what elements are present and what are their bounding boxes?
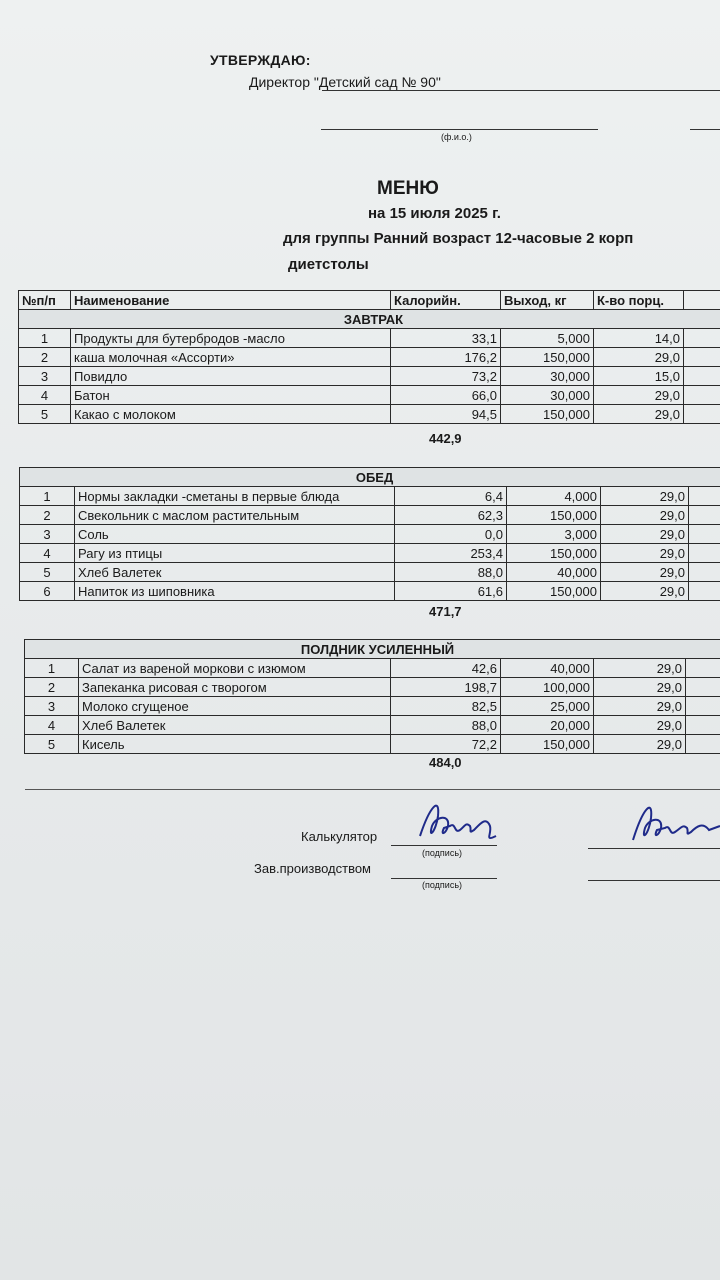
- yield: 3,000: [507, 525, 601, 544]
- menu-diet: диетстолы: [288, 256, 369, 273]
- dish-name: Хлеб Валетек: [79, 716, 391, 735]
- divider: [25, 789, 720, 790]
- dish-name: Запеканка рисовая с творогом: [79, 678, 391, 697]
- calories: 82,5: [391, 697, 501, 716]
- dish-name: Какао с молоком: [71, 405, 391, 424]
- row-number: 5: [19, 405, 71, 424]
- table-header-row: [19, 291, 720, 310]
- director-line-text: Директор "Детский сад № 90": [249, 74, 441, 90]
- table-row: [25, 716, 720, 735]
- yield: 30,000: [501, 367, 594, 386]
- yield: 150,000: [501, 348, 594, 367]
- lunch-table: [19, 467, 720, 601]
- dish-name: Повидло: [71, 367, 391, 386]
- fio-underline: [321, 129, 598, 130]
- yield: 40,000: [501, 659, 594, 678]
- portions: 29,0: [594, 405, 684, 424]
- row-number: 3: [20, 525, 75, 544]
- row-number: 5: [25, 735, 79, 754]
- handwritten-signature: [410, 796, 510, 848]
- row-number: 6: [20, 582, 75, 601]
- extra-cell: [684, 405, 720, 424]
- col-header: Выход, кг: [501, 291, 594, 310]
- portions: 29,0: [601, 487, 689, 506]
- row-number: 2: [19, 348, 71, 367]
- signature-caption: (подпись): [422, 848, 463, 858]
- dish-name: Кисель: [79, 735, 391, 754]
- calories: 62,3: [395, 506, 507, 525]
- table-row: [25, 735, 720, 754]
- extra-cell: [689, 563, 720, 582]
- calories: 72,2: [391, 735, 501, 754]
- calories: 33,1: [391, 329, 501, 348]
- menu-group: для группы Ранний возраст 12-часовые 2 корп: [283, 230, 634, 247]
- yield: 4,000: [507, 487, 601, 506]
- portions: 29,0: [594, 348, 684, 367]
- calories: 42,6: [391, 659, 501, 678]
- signature-line: [391, 878, 497, 879]
- portions: 15,0: [594, 367, 684, 386]
- dish-name: Хлеб Валетек: [75, 563, 395, 582]
- calories: 0,0: [395, 525, 507, 544]
- signature-line-right: [588, 848, 720, 849]
- extra-cell: [686, 678, 720, 697]
- row-number: 3: [19, 367, 71, 386]
- calories: 61,6: [395, 582, 507, 601]
- extra-cell: [689, 487, 720, 506]
- row-number: 4: [19, 386, 71, 405]
- portions: 29,0: [601, 506, 689, 525]
- lunch-total: 471,7: [429, 604, 462, 619]
- table-row: [20, 506, 720, 525]
- table-row: [19, 386, 720, 405]
- calories: 6,4: [395, 487, 507, 506]
- col-header: Калорийн.: [391, 291, 501, 310]
- table-row: [19, 367, 720, 386]
- extra-cell: [686, 697, 720, 716]
- yield: 150,000: [501, 405, 594, 424]
- breakfast-table: [18, 290, 720, 424]
- calories: 88,0: [395, 563, 507, 582]
- row-number: 4: [20, 544, 75, 563]
- col-header: К-во порц.: [594, 291, 684, 310]
- extra-cell: [686, 735, 720, 754]
- extra-cell: [684, 386, 720, 405]
- extra-cell: [684, 329, 720, 348]
- row-number: 1: [25, 659, 79, 678]
- dish-name: Напиток из шиповника: [75, 582, 395, 601]
- extra-cell: [689, 544, 720, 563]
- table-row: [20, 525, 720, 544]
- calories: 66,0: [391, 386, 501, 405]
- section-title: ПОЛДНИК УСИЛЕННЫЙ: [25, 640, 720, 659]
- row-number: 1: [19, 329, 71, 348]
- handwritten-signature-right: [625, 796, 720, 848]
- extra-cell: [689, 582, 720, 601]
- portions: 29,0: [601, 582, 689, 601]
- menu-date: на 15 июля 2025 г.: [368, 205, 501, 222]
- dish-name: Салат из вареной моркови с изюмом: [79, 659, 391, 678]
- dish-name: Батон: [71, 386, 391, 405]
- row-number: 2: [25, 678, 79, 697]
- table-row: [19, 329, 720, 348]
- extra-cell: [686, 716, 720, 735]
- row-number: 1: [20, 487, 75, 506]
- table-row: [20, 582, 720, 601]
- page-title: МЕНЮ: [377, 178, 439, 199]
- yield: 150,000: [501, 735, 594, 754]
- row-number: 4: [25, 716, 79, 735]
- yield: 30,000: [501, 386, 594, 405]
- section-title: ОБЕД: [20, 468, 720, 487]
- yield: 150,000: [507, 506, 601, 525]
- dish-name: Рагу из птицы: [75, 544, 395, 563]
- table-row: [20, 544, 720, 563]
- calculator-label: Калькулятор: [301, 829, 378, 844]
- extra-cell: [684, 367, 720, 386]
- calories: 176,2: [391, 348, 501, 367]
- director-underline: [322, 90, 720, 91]
- dish-name: Молоко сгущеное: [79, 697, 391, 716]
- signature-caption: (подпись): [422, 880, 463, 890]
- table-row: [25, 659, 720, 678]
- portions: 29,0: [594, 716, 686, 735]
- head-of-production-label: Зав.производством: [254, 861, 371, 876]
- portions: 29,0: [601, 544, 689, 563]
- calories: 94,5: [391, 405, 501, 424]
- table-row: [20, 487, 720, 506]
- table-row: [25, 697, 720, 716]
- table-row: [19, 405, 720, 424]
- calories: 88,0: [391, 716, 501, 735]
- extra-cell: [689, 506, 720, 525]
- extra-cell: [689, 525, 720, 544]
- col-header: Наименование: [71, 291, 391, 310]
- row-number: 3: [25, 697, 79, 716]
- yield: 5,000: [501, 329, 594, 348]
- calories: 198,7: [391, 678, 501, 697]
- dish-name: Свекольник с маслом растительным: [75, 506, 395, 525]
- yield: 150,000: [507, 544, 601, 563]
- signature-line-right: [588, 880, 720, 881]
- dish-name: Нормы закладки -сметаны в первые блюда: [75, 487, 395, 506]
- portions: 29,0: [594, 678, 686, 697]
- calories: 253,4: [395, 544, 507, 563]
- col-header: №п/п: [19, 291, 71, 310]
- fio-caption: (ф.и.о.): [441, 132, 472, 142]
- table-row: [25, 678, 720, 697]
- extra-cell: [684, 348, 720, 367]
- col-header-extra: [684, 291, 720, 310]
- dish-name: каша молочная «Ассорти»: [71, 348, 391, 367]
- dish-name: Продукты для бутербродов -масло: [71, 329, 391, 348]
- portions: 29,0: [594, 697, 686, 716]
- table-row: [20, 563, 720, 582]
- snack-total: 484,0: [429, 755, 462, 770]
- section-row: [25, 640, 720, 659]
- extra-cell: [686, 659, 720, 678]
- portions: 14,0: [594, 329, 684, 348]
- section-row: [19, 310, 720, 329]
- portions: 29,0: [601, 563, 689, 582]
- dish-name: Соль: [75, 525, 395, 544]
- section-title: ЗАВТРАК: [19, 310, 720, 329]
- table-row: [19, 348, 720, 367]
- row-number: 5: [20, 563, 75, 582]
- portions: 29,0: [601, 525, 689, 544]
- yield: 40,000: [507, 563, 601, 582]
- row-number: 2: [20, 506, 75, 525]
- snack-table: [24, 639, 720, 754]
- approve-heading: УТВЕРЖДАЮ:: [210, 52, 311, 68]
- portions: 29,0: [594, 386, 684, 405]
- calories: 73,2: [391, 367, 501, 386]
- section-row: [20, 468, 720, 487]
- portions: 29,0: [594, 735, 686, 754]
- yield: 150,000: [507, 582, 601, 601]
- breakfast-total: 442,9: [429, 431, 462, 446]
- yield: 100,000: [501, 678, 594, 697]
- portions: 29,0: [594, 659, 686, 678]
- yield: 20,000: [501, 716, 594, 735]
- yield: 25,000: [501, 697, 594, 716]
- fio-underline-right: [690, 129, 720, 130]
